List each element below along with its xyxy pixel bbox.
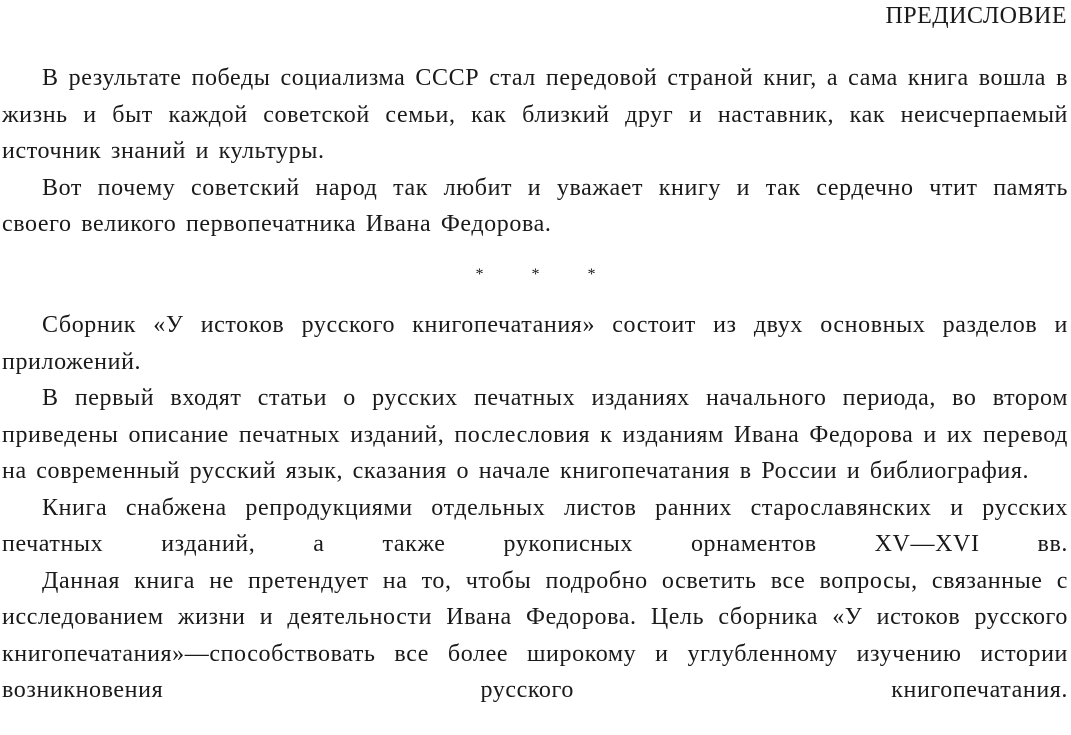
- section-1: [2, 60, 1068, 243]
- paragraph: В первый входят статьи о русских печатных изданиях начального периода, во втором приведены описание печатных изданий, послесловия к изданиям Ивана Федорова и их перевод на современный русский язык, сказания о начале книгопечатания в России и библиография.: [2, 385, 1068, 484]
- paragraph: Вот почему советский народ так любит и уважает книгу и так сердечно чтит память своего великого первопечатника Ивана Федорова.: [2, 174, 1068, 237]
- section-separator: * * *: [475, 266, 618, 283]
- running-head: ПРЕДИСЛОВИЕ: [885, 3, 1067, 29]
- paragraph: Сборник «У истоков русского книгопечатания» состоит из двух основных разделов и приложений.: [2, 312, 1068, 375]
- paragraph: Данная книга не претендует на то, чтобы подробно осветить все вопросы, связанные с исследованием жизни и деятельности Ивана Федорова. Цель сборника «У истоков русского книгопечатания»—способствовать все более широкому и углубленному изучению истории возникновения русского книгопечатания.: [2, 567, 1068, 703]
- section-2: [2, 307, 1068, 709]
- paragraph: В результате победы социализма СССР стал передовой страной книг, а сама книга вошла в жизнь и быт каждой советской семьи, как близкий друг и наставник, как неисчерпаемый источник знаний и культуры.: [2, 65, 1068, 164]
- paragraph: Книга снабжена репродукциями отдельных листов ранних старославянских и русских печатных изданий, а также рукописных орнаментов XV—XVI вв.: [2, 494, 1068, 557]
